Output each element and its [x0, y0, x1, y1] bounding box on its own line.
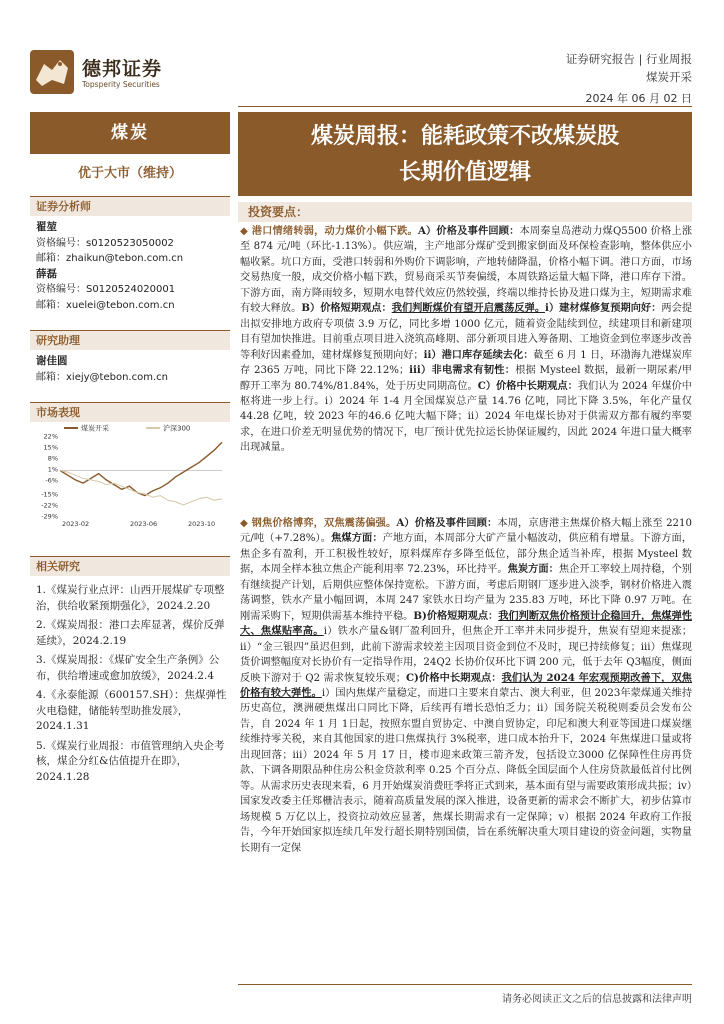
y-tick-label: 22%	[43, 432, 58, 441]
related-research-list	[36, 583, 232, 789]
footer-disclaimer[interactable]: 请务必阅读正文之后的信息披露和法律声明	[502, 994, 692, 1005]
report-type-line1: 证券研究报告 | 行业周报	[565, 52, 692, 66]
series-line	[60, 442, 222, 495]
report-title-line2: 长期价值逻辑	[398, 159, 531, 185]
bullet-icon: ◆	[240, 225, 252, 237]
analyst2-name: 薛磊	[36, 267, 57, 280]
point-text: 两会提出拟安排地方政府专项债 3.9 万亿，同比多增 1000 亿元，随着资金陆续到位，续建项目和新建项目有望加快推进。目前重点项目进入浇筑高峰期、部分新项目进入筹备期、工地资金到位率逐步改善等利好因素叠加，建材煤修复预期向好；	[240, 303, 693, 361]
related-item[interactable]: 5.《煤炭行业周报：市值管理纳入央企考核，煤企分红&估值提升在即》，2024.1.28	[36, 739, 225, 783]
x-tick-label: 2023-02	[62, 520, 90, 528]
y-tick-label: 8%	[47, 454, 58, 463]
sub-head: i）建材煤修复预期向好：	[545, 302, 662, 315]
point-text: 产地方面，本周部分大矿产量小幅波动，供应稍有增量。下游方面，焦企多有盈利，开工积极性较好，原料煤库存多降至低位，部分焦企适当补库，根据 Mysteel 数据，本周全样本独立焦企产能利用率 72.23%，环比持平。	[240, 533, 693, 576]
bull-logo-icon	[30, 50, 74, 94]
sub-head: 焦煤方面：	[331, 532, 383, 545]
sub-head: A）价格及事件回顾：	[396, 517, 498, 529]
point-lead: 港口情绪转弱，动力煤价小幅下跌。	[251, 225, 418, 237]
related-item[interactable]: 2.《煤炭周报：港口去库显著，煤价反弹延续》，2024.2.19	[36, 619, 225, 647]
rating-label: 优于大市（维持）	[77, 166, 182, 181]
y-tick-label: -29%	[41, 512, 58, 521]
assistant-info	[36, 354, 228, 385]
legend-label: 煤炭开采	[81, 424, 109, 433]
point-text: 本周秦皇岛港动力煤Q5500 价格上涨至 874 元/吨（环比-1.13%）。供应端，主产地部分煤矿受到搬家倒面及环保检查影响，整体供应小幅收紧。坑口方面，受港口转弱和外购价下调影响，产地转储降温，价格小幅下调。港口方面，市场交易热度一般，成交价格小幅下跌，贸易商采买节奏偏缓，本周铁路运量大幅下降，港口库存下滑。下游方面，南方降雨较多，短期水电替代效应仍然较强，终端以维持长协及进口煤为主，短期需求难有较大释放。	[240, 226, 693, 315]
related-item[interactable]: 3.《煤炭周报：《煤矿安全生产条例》公布，供给增速或愈加放缓》，2024.2.4	[36, 654, 220, 682]
point-text: 截至 6 月 1 日，环渤海九港煤炭库存 2365 万吨，同比下降 22.12%；	[240, 349, 692, 377]
brand-name-en: Topsperity Securities	[82, 80, 160, 89]
bullet-icon: ◆	[240, 517, 252, 529]
sub-head: iii）非电需求有韧性：	[409, 364, 516, 377]
analyst1-cert: 资格编号：s0120523050002	[36, 237, 174, 249]
point-conclusion: 我们判断双焦价格预计企稳回升，焦煤弹性大、焦煤贴率高。	[240, 609, 693, 638]
related-item[interactable]: 1.《煤炭行业点评：山西开展煤矿专项整治，供给收紧预期强化》，2024.2.20	[36, 584, 225, 612]
key-points-head: 投资要点：	[238, 202, 692, 222]
point-text: i）国内焦煤产量稳定，而进口主要来自蒙古、澳大利亚，但 2023年蒙煤通关维持历史高位，澳洲硬焦煤出口同比下降，后续再有增长恐怕乏力；ii）国务院关税税则委员会发布公告，自 2024 年 1 月 1日起，按照东盟自贸协定、中澳自贸协定，印尼和澳大利亚等国进口煤炭继续维持零关税，来自其他国家的进口焦煤执行 3%税率，进口成本抬升下，2024 年焦煤进口量或将出现回落；iii）2024 年 5 月 17 日，楼市迎来政策三箭齐发，包括设立3000 亿保障性住房再贷款、下调各期限品种住房公积金贷款利率 0.25 个百分点、降低全国层面个人住房贷款最低首付比例等。从需求历史表现来看，6 月开始煤炭消费旺季将正式到来，基本面有望与需要政策形成共振；iv）国家发改委主任郑栅洁表示，随着高质量发展的深入推进，设备更新的需求会不断扩大，初步估算市场规模 5 万亿以上，投资拉动效应显著，焦煤长期需求有一定保障；v）根据 2024 年政府工作报告，今年开始国家拟连续几年发行超长期特别国债，旨在系统解决重大项目建设的资金问题，实物量长期有一定保	[240, 687, 693, 854]
sub-head: A）价格及事件回顾：	[417, 225, 520, 237]
report-date: 2024 年 06 月 02 日	[585, 92, 692, 105]
footer-divider	[238, 984, 692, 985]
point-lead: 钢焦价格博弈，双焦震荡偏强。	[251, 517, 397, 529]
point-text: 根据 Mysteel 数据，最新一期尿素/甲醇开工率为 80.74%/81.84%，处于历史同期高位。	[240, 365, 692, 392]
analyst-section-head: 证券分析师	[30, 196, 230, 216]
sub-head: 焦炭方面：	[507, 563, 559, 576]
assistant-section-head: 研究助理	[30, 330, 230, 350]
report-type	[566, 50, 692, 86]
series-line	[60, 471, 222, 506]
analyst1-email[interactable]: 邮箱：zhaikun@tebon.com.cn	[36, 253, 184, 264]
analyst2-email[interactable]: 邮箱：xuelei@tebon.com.cn	[36, 299, 175, 311]
brand-name-cn: 德邦证券	[82, 58, 163, 80]
y-tick-label: -6%	[45, 476, 58, 485]
point-conclusion: 我们判断煤价有望开启震荡反弹。	[391, 302, 546, 315]
y-tick-label: 1%	[47, 465, 58, 474]
market-performance-chart	[36, 420, 226, 530]
legend-label: 沪深300	[163, 424, 191, 433]
analyst2-cert: 资格编号：S0120524020001	[36, 284, 176, 295]
header-divider	[238, 106, 692, 107]
point-text: i）铁水产量&钢厂盈利回升，但焦企开工率并未同步提升，焦炭有望迎来提涨；ii）“金三银四”虽迟但到，此前下游需求较差主因项目资金到位不及时，现已持续修复；iii）焦煤现货价调整幅度对长协价有一定指导作用，24Q2 长协价仅环比下调 200 元，低于去年 Q3幅度，侧面反映下游对于 Q2 需求恢复较乐观；	[240, 626, 693, 684]
sub-head: B)价格短期观点：	[413, 609, 499, 622]
sector-label: 煤炭	[30, 112, 230, 154]
assistant-name: 谢佳圆	[36, 355, 68, 367]
x-tick-label: 2023-06	[130, 520, 158, 528]
point-text: 焦企开工率较上周持稳，个别有继续提产计划，后期供应整体保持宽松。下游方面，考虑后期钢厂逐步进入淡季，钢材价格进入震荡调整，铁水产量小幅回调，本周 247 家铁水日均产量为 235.83 万吨，环比下降 0.97 万吨。在刚需采购下，短期供需基本维持平稳。	[240, 564, 692, 622]
key-point-thermal-coal	[240, 224, 692, 456]
point-conclusion: 我们认为 2024 年宏观预期改善下，双焦价格有较大弹性。	[240, 671, 692, 699]
sub-head: ii）港口库存延续去化：	[423, 348, 534, 361]
analyst-info	[36, 220, 228, 313]
related-item[interactable]: 4.《永泰能源（600157.SH）：焦煤弹性火电稳健，储能转型助推发展》，2024.1.31	[36, 689, 227, 732]
point-text: 本周，京唐港主焦煤价格大幅上涨至 2210 元/吨（+7.28%）。	[240, 518, 692, 545]
sub-head: B）价格短期观点：	[301, 302, 392, 315]
key-point-coking-coal	[240, 516, 692, 856]
brand-logo	[30, 50, 190, 98]
assistant-email[interactable]: 邮箱：xiejy@tebon.com.cn	[36, 371, 168, 383]
report-type-line2: 煤炭开采	[646, 70, 692, 84]
related-section-head: 相关研究	[30, 556, 230, 576]
report-title	[238, 112, 692, 196]
x-tick-label: 2023-10	[188, 520, 216, 528]
report-title-line1: 煤炭周报：能耗政策不改煤炭股	[310, 123, 619, 149]
y-tick-label: 15%	[43, 443, 58, 452]
sub-head: C）价格中长期观点：	[477, 379, 578, 392]
point-text: 我们认为 2024 年煤价中枢将进一步上行。i）2024 年 1-4 月全国煤炭总产量 14.76 亿吨，同比下降 3.5%，年化产量仅 44.28 亿吨，较 2023 年的46.6 亿吨大幅下降；ii）2024 年电煤长协对于供需双方都有履约率要求，在进口价差无明显优势的情况下，电厂预计优先拉运长协保证履约，因此 2024 年进口量大概率出现减量。	[240, 380, 692, 454]
sub-head: C)价格中长期观点：	[405, 671, 502, 684]
y-tick-label: -15%	[41, 490, 58, 499]
analyst1-name: 翟堃	[36, 221, 57, 233]
market-section-head: 市场表现	[30, 402, 230, 422]
y-tick-label: -22%	[41, 501, 58, 510]
